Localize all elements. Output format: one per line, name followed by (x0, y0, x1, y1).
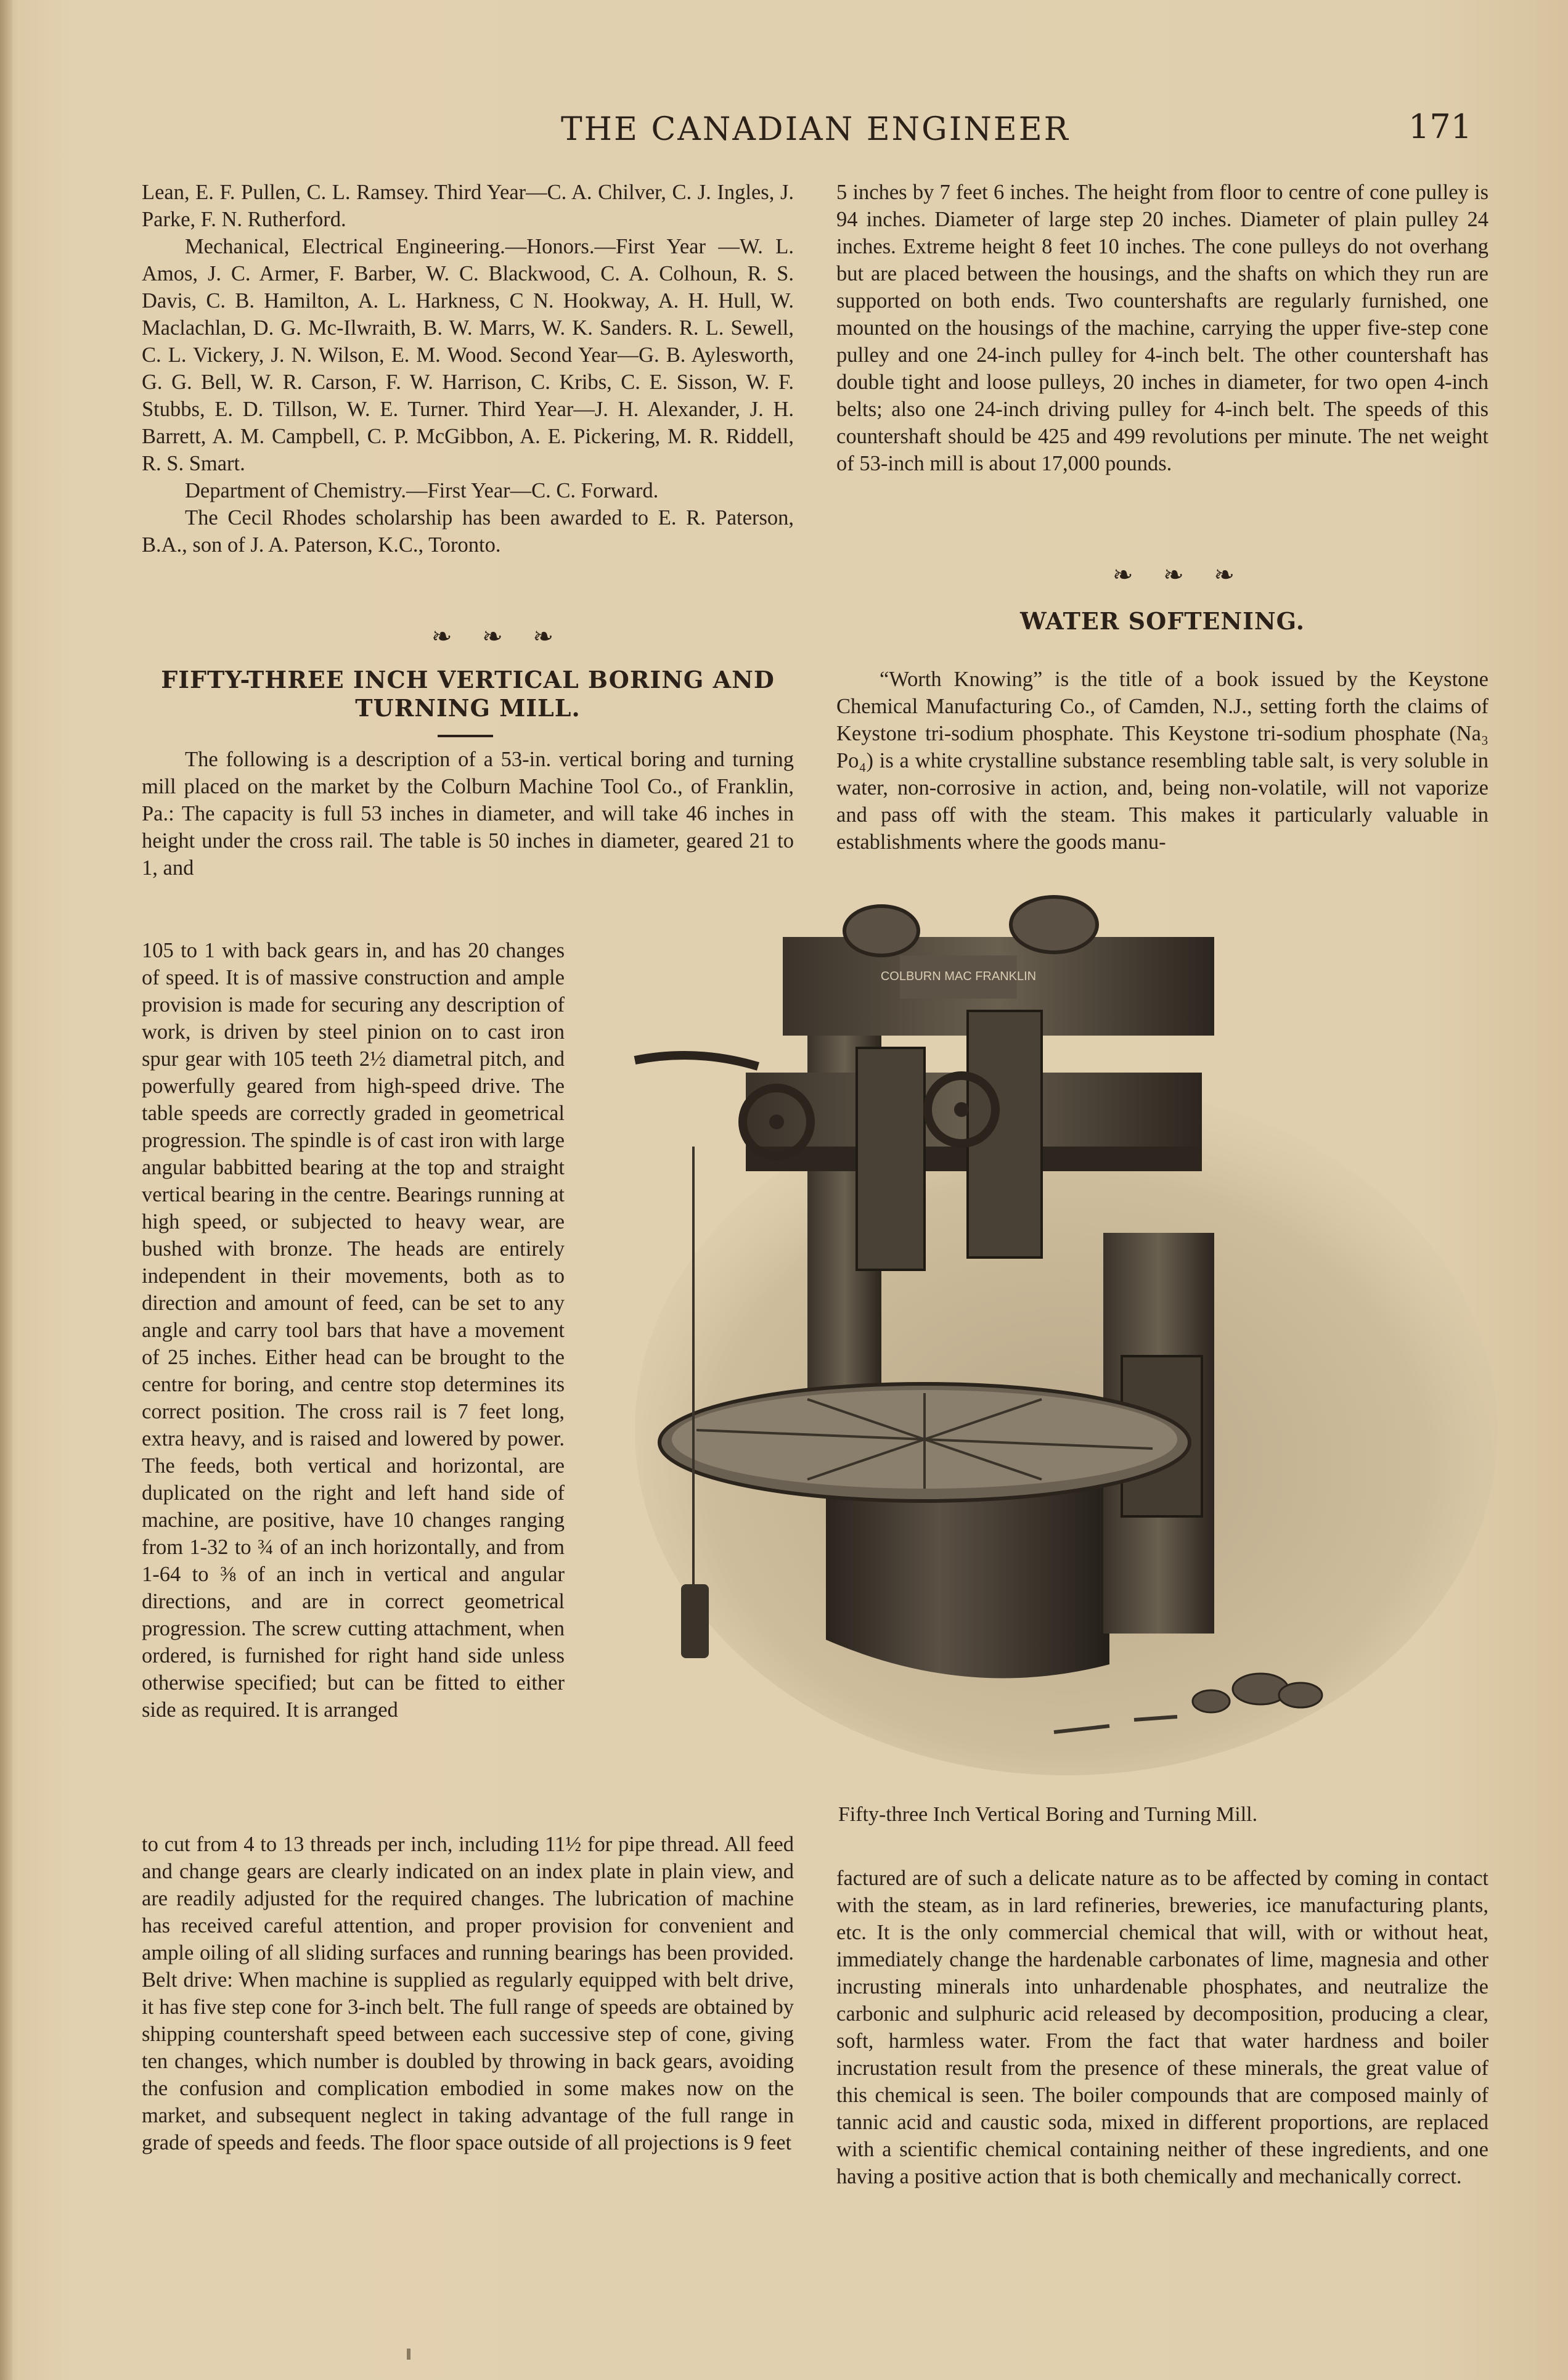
list-paragraph: The Cecil Rhodes scholarship has been awarded to E. R. Paterson, B.A., son of J. A. Paterson, K.C., Toronto. (142, 506, 794, 557)
boring-mill-body-bottom (142, 1831, 794, 2156)
journal-title: THE CANADIAN ENGINEER (561, 111, 1070, 148)
article-heading-boring-mill: FIFTY-THREE INCH VERTICAL BORING AND TURNING MILL. (161, 666, 775, 722)
page-mark (407, 2349, 410, 2360)
article-paragraph: to cut from 4 to 13 threads per inch, including 11½ for pipe thread. All feed and change gears are clearly indicated on an index plate in plain view, and are readily adjusted for the required changes. The lubrication of machine has received careful attention, and proper provision for convenient and ample oiling of all sliding surfaces and running bearings has been provided. Belt drive: When machine is supplied as regularly equipped with belt drive, it has five step cone for 3-inch belt. The full range of speeds are obtained by shipping countershaft speed between each successive step of cone, giving ten changes, which number is doubled by throwing in back gears, avoiding the confusion and complication embodied in some makes now on the market, and subsequent neglect in taking advantage of the full range in grade of speeds and feeds. The floor space outside of all projections is 9 feet (142, 1833, 794, 2154)
boring-mill-illustration (623, 888, 1498, 1794)
cone-pulley (1011, 897, 1097, 952)
section-separator: ❧ ❧ ❧ (1113, 561, 1246, 589)
counterweight (681, 1584, 709, 1658)
tool-head-left (857, 1048, 925, 1270)
article-paragraph: 5 inches by 7 feet 6 inches. The height from floor to centre of cone pulley is 94 inches. Diameter of large step 20 inches. Diameter of plain pulley 24 inches. Extreme height 8 feet 10 inches. The cone pulleys do not overhang but are placed between the housings, and the shafts on which they run are supported on both ends. Two countershafts are regularly furnished, one mounted on the housings of the machine, carrying the upper five-step cone pulley and one 24-inch pulley for 4-inch belt. The other countershaft has double tight and loose pulleys, 20 inches in diameter, for two open 4-inch belts; also one 24-inch driving pulley for 4-inch belt. The speeds of this countershaft should be 425 and 499 revolutions per minute. The net weight of 53-inch mill is about 17,000 pounds. (836, 181, 1488, 475)
boring-mill-continued (836, 179, 1488, 477)
cone-pulley (844, 906, 918, 955)
water-softening-intro (836, 666, 1488, 856)
article-paragraph: factured are of such a delicate nature as to be affected by coming in contact with the steam, as in lard refineries, breweries, ice manufacturing plants, etc. It is the only commercial chemical that will, with or without heat, immediately change the hardenable carbonates of lime, magnesia and other incrusting minerals into unhardenable phosphates, and neutralize the carbonic and sulphuric acid released by decomposition, producing a clear, soft, harmless water. From the fact that water hardness and boiler incrustation result from the presence of these minerals, the great value of this chemical is seen. The boiler compounds that are composed mainly of tannic acid and caustic soda, mixed in different proportions, are replaced with a scientific chemical containing neither of these ingredients, and one having a positive action that is both chemically and mechanically correct. (836, 1867, 1488, 2188)
article-paragraph: The following is a description of a 53-in. vertical boring and turning mill placed on the market by the Colburn Machine Tool Co., of Franklin, Pa.: The capacity is full 53 inches in diameter, and will take 46 inches in height under the cross rail. The table is 50 inches in diameter, geared 21 to 1, and (142, 748, 794, 880)
water-softening-body (836, 1865, 1488, 2190)
page-number: 171 (1408, 107, 1472, 146)
figure-caption: Fifty-three Inch Vertical Boring and Turning Mill. (838, 1803, 1258, 1826)
list-paragraph: Lean, E. F. Pullen, C. L. Ramsey. Third Year—C. A. Chilver, C. J. Ingles, J. Parke, F. N. Rutherford. (142, 181, 794, 231)
list-paragraph: Mechanical, Electrical Engineering.—Honors.—First Year —W. L. Amos, J. C. Armer, F. Barber, W. C. Blackwood, C. A. Colhoun, R. S. Davis, C. B. Hamilton, A. L. Harkness, C N. Hookway, A. H. Hull, W. Maclachlan, D. G. Mc-Ilwraith, B. W. Marrs, W. K. Sanders. R. L. Sewell, C. L. Vickery, J. N. Wilson, E. M. Wood. Second Year—G. B. Aylesworth, G. G. Bell, W. R. Carson, F. W. Harrison, C. Kribs, C. E. Sisson, W. F. Stubbs, E. D. Tillson, W. E. Turner. Third Year—J. H. Alexander, J. H. Barrett, A. M. Campbell, C. P. McGibbon, A. E. Pickering, M. R. Riddell, R. S. Smart. (142, 235, 794, 475)
boring-mill-body-narrow (142, 937, 565, 1724)
graduation-list (142, 179, 794, 558)
section-separator: ❧ ❧ ❧ (431, 623, 565, 651)
list-paragraph: Department of Chemistry.—First Year—C. C. Forward. (185, 479, 659, 502)
article-paragraph: 105 to 1 with back gears in, and has 20 changes of speed. It is of massive construction and ample provision is made for securing any description of work, is driven by steel pinion on to cast iron spur gear with 105 teeth 2½ diametral pitch, and powerfully geared from high-speed drive. The table speeds are correctly graded in geometrical progression. The spindle is of cast iron with large angular babbitted bearing at the top and straight vertical bearing in the centre. Bearings running at high speed, or subjected to heavy wear, are bushed with bronze. The heads are entirely independent in their movements, both as to direction and amount of feed, can be set to any angle and carry tool bars that have a movement of 25 inches. Either head can be brought to the centre for boring, and centre stop determines its correct position. The cross rail is 7 feet long, extra heavy, and is raised and lowered by power. The feeds, both vertical and horizontal, are duplicated on the right and left hand side of machine, are positive, have 10 changes ranging from 1-32 to ¾ of an inch horizontally, and from 1-64 to ⅜ of an inch in vertical and angular directions, and are in correct geometrical progression. The screw cutting attachment, when ordered, is furnished for right hand side unless otherwise specified; but can be fitted to either side as required. It is arranged (142, 939, 565, 1722)
article-paragraph: “Worth Knowing” is the title of a book issued by the Keystone Chemical Manufacturing Co., of Camden, N.J., setting forth the claims of Keystone tri-sodium phosphate. This Keystone tri-sodium phosphate (Na₃ Po₄) is a white crystalline substance resembling table salt, is very soluble in water, non-corrosive in action, and, being non-volatile, will not vaporize and pass off with the steam. This makes it particularly valuable in establishments where the goods manu- (836, 668, 1488, 854)
page-header (0, 107, 1568, 160)
boring-mill-intro (142, 746, 794, 881)
heading-rule (438, 735, 493, 737)
feed-handle (635, 1055, 758, 1066)
article-heading-water-softening: WATER SOFTENING. (1019, 607, 1305, 635)
nameplate-text: COLBURN MAC FRANKLIN (880, 970, 1037, 983)
page-binding-edge (0, 0, 12, 2380)
